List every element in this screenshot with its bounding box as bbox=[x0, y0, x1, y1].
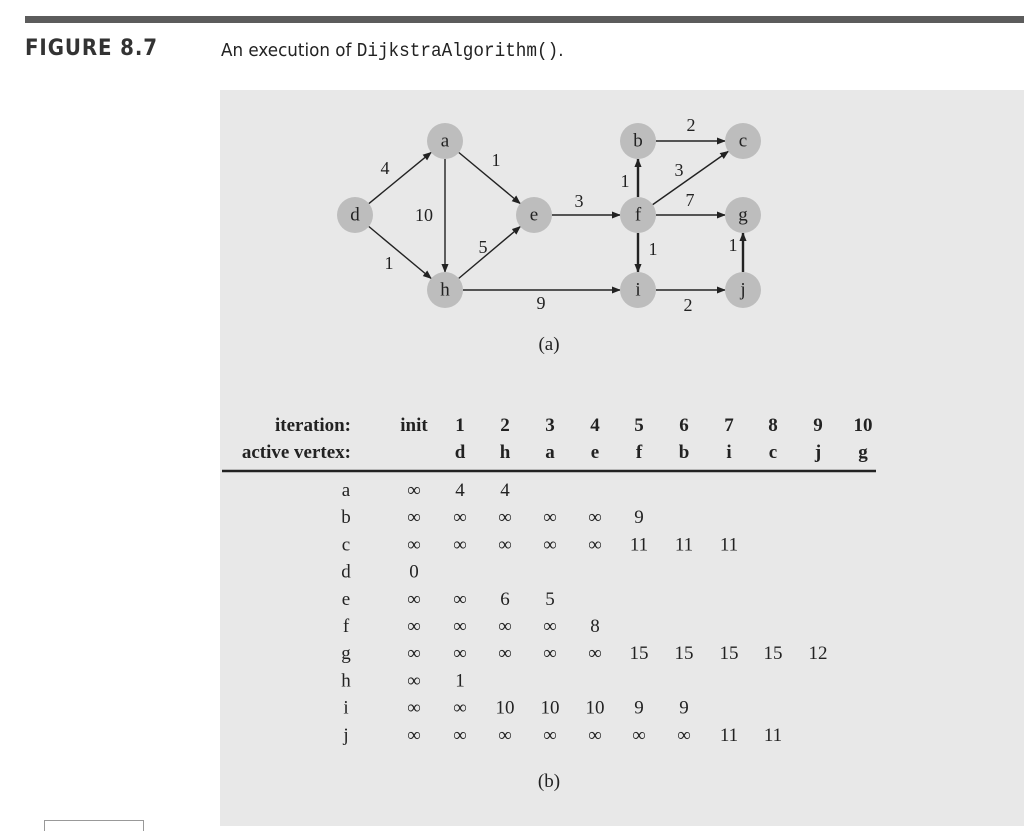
table-cell: ∞ bbox=[407, 588, 421, 610]
table-cell: 12 bbox=[808, 643, 828, 665]
table-cell: ∞ bbox=[498, 616, 512, 637]
table-cell: 9 bbox=[679, 697, 689, 719]
table-cell: ∞ bbox=[453, 507, 467, 529]
table-cell: 8 bbox=[590, 616, 600, 637]
active-vertex-header: f bbox=[635, 442, 643, 463]
table-cell: ∞ bbox=[407, 480, 421, 501]
node-label-c: c bbox=[738, 130, 748, 152]
edge-h-e bbox=[459, 227, 520, 279]
panel-label-b: (b) bbox=[537, 771, 561, 792]
table-cell: ∞ bbox=[588, 643, 602, 665]
table-cell: ∞ bbox=[677, 724, 691, 746]
iteration-header: 3 bbox=[545, 415, 555, 436]
edge-weight-i-j: 2 bbox=[683, 295, 693, 316]
table-cell: ∞ bbox=[588, 724, 602, 746]
row-vertex-c: c bbox=[341, 534, 351, 556]
node-label-a: a bbox=[440, 130, 450, 152]
table-cell: ∞ bbox=[407, 643, 421, 665]
table-cell: 15 bbox=[763, 643, 783, 665]
node-label-g: g bbox=[738, 204, 748, 226]
node-label-h: h bbox=[440, 279, 450, 301]
active-vertex-header: a bbox=[545, 442, 555, 463]
table-cell: 15 bbox=[629, 643, 649, 665]
edge-weight-h-e: 5 bbox=[478, 237, 488, 258]
table-cell: 6 bbox=[500, 588, 510, 610]
edge-a-e bbox=[459, 153, 520, 204]
table-cell: 10 bbox=[540, 697, 560, 719]
table-cell: ∞ bbox=[407, 670, 421, 692]
iteration-header: 5 bbox=[634, 415, 644, 436]
table-cell: 10 bbox=[585, 697, 605, 719]
active-vertex-label: active vertex: bbox=[241, 442, 351, 463]
node-label-e: e bbox=[529, 204, 539, 226]
table-cell: 1 bbox=[455, 670, 465, 692]
node-label-i: i bbox=[635, 279, 641, 301]
table-cell: ∞ bbox=[498, 507, 512, 529]
active-vertex-header: j bbox=[814, 442, 822, 463]
table-cell: ∞ bbox=[407, 697, 421, 719]
table-cell: ∞ bbox=[453, 616, 467, 637]
table-cell: ∞ bbox=[453, 697, 467, 719]
edge-weight-d-h: 1 bbox=[384, 253, 394, 274]
active-vertex-header: e bbox=[590, 442, 600, 463]
table-cell: 11 bbox=[719, 724, 739, 746]
edge-weight-d-a: 4 bbox=[380, 158, 390, 179]
edge-weight-a-h: 10 bbox=[415, 205, 433, 226]
row-vertex-a: a bbox=[341, 480, 351, 501]
row-vertex-h: h bbox=[341, 670, 351, 692]
active-vertex-header: c bbox=[768, 442, 778, 463]
row-vertex-b: b bbox=[341, 507, 351, 529]
table-cell: ∞ bbox=[632, 724, 646, 746]
row-vertex-e: e bbox=[341, 588, 351, 610]
table-cell: ∞ bbox=[543, 507, 557, 529]
table-cell: ∞ bbox=[588, 507, 602, 529]
figure-label: FIGURE 8.7 bbox=[25, 36, 158, 61]
table-cell: ∞ bbox=[453, 534, 467, 556]
table-cell: ∞ bbox=[407, 616, 421, 637]
active-vertex-header: b bbox=[678, 442, 690, 463]
table-cell: 0 bbox=[409, 561, 419, 583]
table-cell: ∞ bbox=[498, 724, 512, 746]
node-label-d: d bbox=[350, 204, 360, 226]
caption-code: DijkstraAlgorithm() bbox=[356, 40, 559, 62]
edge-weight-a-e: 1 bbox=[491, 150, 501, 171]
table-cell: 9 bbox=[634, 507, 644, 529]
edge-weight-f-g: 7 bbox=[685, 190, 695, 211]
active-vertex-header: g bbox=[858, 442, 868, 463]
table-cell: 4 bbox=[455, 480, 465, 501]
iteration-header: 2 bbox=[500, 415, 510, 436]
row-vertex-g: g bbox=[341, 643, 351, 665]
row-vertex-i: i bbox=[343, 697, 349, 719]
table-cell: ∞ bbox=[453, 643, 467, 665]
node-label-j: j bbox=[740, 279, 746, 301]
table-cell: ∞ bbox=[407, 507, 421, 529]
table-cell: ∞ bbox=[543, 534, 557, 556]
iteration-header: 10 bbox=[853, 415, 873, 436]
edge-weight-e-f: 3 bbox=[574, 191, 584, 212]
table-cell: ∞ bbox=[543, 643, 557, 665]
active-vertex-header: i bbox=[726, 442, 732, 463]
row-vertex-f: f bbox=[342, 616, 350, 637]
table-cell: 5 bbox=[545, 588, 555, 610]
table-cell: ∞ bbox=[498, 534, 512, 556]
caption-prefix: An execution of bbox=[221, 40, 357, 61]
iteration-header: 6 bbox=[679, 415, 689, 436]
edge-weight-f-c: 3 bbox=[674, 160, 684, 181]
iteration-label: iteration: bbox=[275, 415, 351, 436]
caption-suffix: . bbox=[558, 40, 564, 61]
panel-label-a: (a) bbox=[538, 334, 560, 355]
table-cell: 15 bbox=[719, 643, 739, 665]
table-cell: 9 bbox=[634, 697, 644, 719]
iteration-header: 8 bbox=[768, 415, 778, 436]
edge-weight-j-g: 1 bbox=[728, 235, 738, 256]
table-cell: ∞ bbox=[407, 724, 421, 746]
iteration-header: 7 bbox=[724, 415, 734, 436]
table-cell: ∞ bbox=[453, 724, 467, 746]
table-cell: ∞ bbox=[407, 534, 421, 556]
edge-d-a bbox=[369, 152, 431, 203]
table-cell: 11 bbox=[674, 534, 694, 556]
iteration-header: 1 bbox=[455, 415, 465, 436]
edge-weight-f-i: 1 bbox=[648, 239, 658, 260]
table-cell: ∞ bbox=[498, 643, 512, 665]
table-cell: 10 bbox=[495, 697, 515, 719]
table-cell: ∞ bbox=[543, 616, 557, 637]
node-label-f: f bbox=[634, 204, 642, 226]
table-cell: ∞ bbox=[588, 534, 602, 556]
active-vertex-header: h bbox=[499, 442, 511, 463]
row-vertex-j: j bbox=[343, 724, 349, 746]
table-cell: 15 bbox=[674, 643, 694, 665]
table-cell: 4 bbox=[500, 480, 510, 501]
iteration-header: 4 bbox=[590, 415, 600, 436]
table-cell: 11 bbox=[629, 534, 649, 556]
table-cell: 11 bbox=[719, 534, 739, 556]
iteration-header: 9 bbox=[813, 415, 823, 436]
table-cell: ∞ bbox=[453, 588, 467, 610]
edge-d-h bbox=[369, 227, 431, 279]
node-label-b: b bbox=[633, 130, 643, 152]
active-vertex-header: d bbox=[454, 442, 466, 463]
edge-weight-b-c: 2 bbox=[686, 115, 696, 136]
iteration-header: init bbox=[400, 415, 428, 436]
row-vertex-d: d bbox=[341, 561, 351, 583]
edge-weight-f-b: 1 bbox=[620, 171, 630, 192]
table-cell: ∞ bbox=[543, 724, 557, 746]
table-cell: 11 bbox=[763, 724, 783, 746]
edge-weight-h-i: 9 bbox=[536, 293, 546, 314]
